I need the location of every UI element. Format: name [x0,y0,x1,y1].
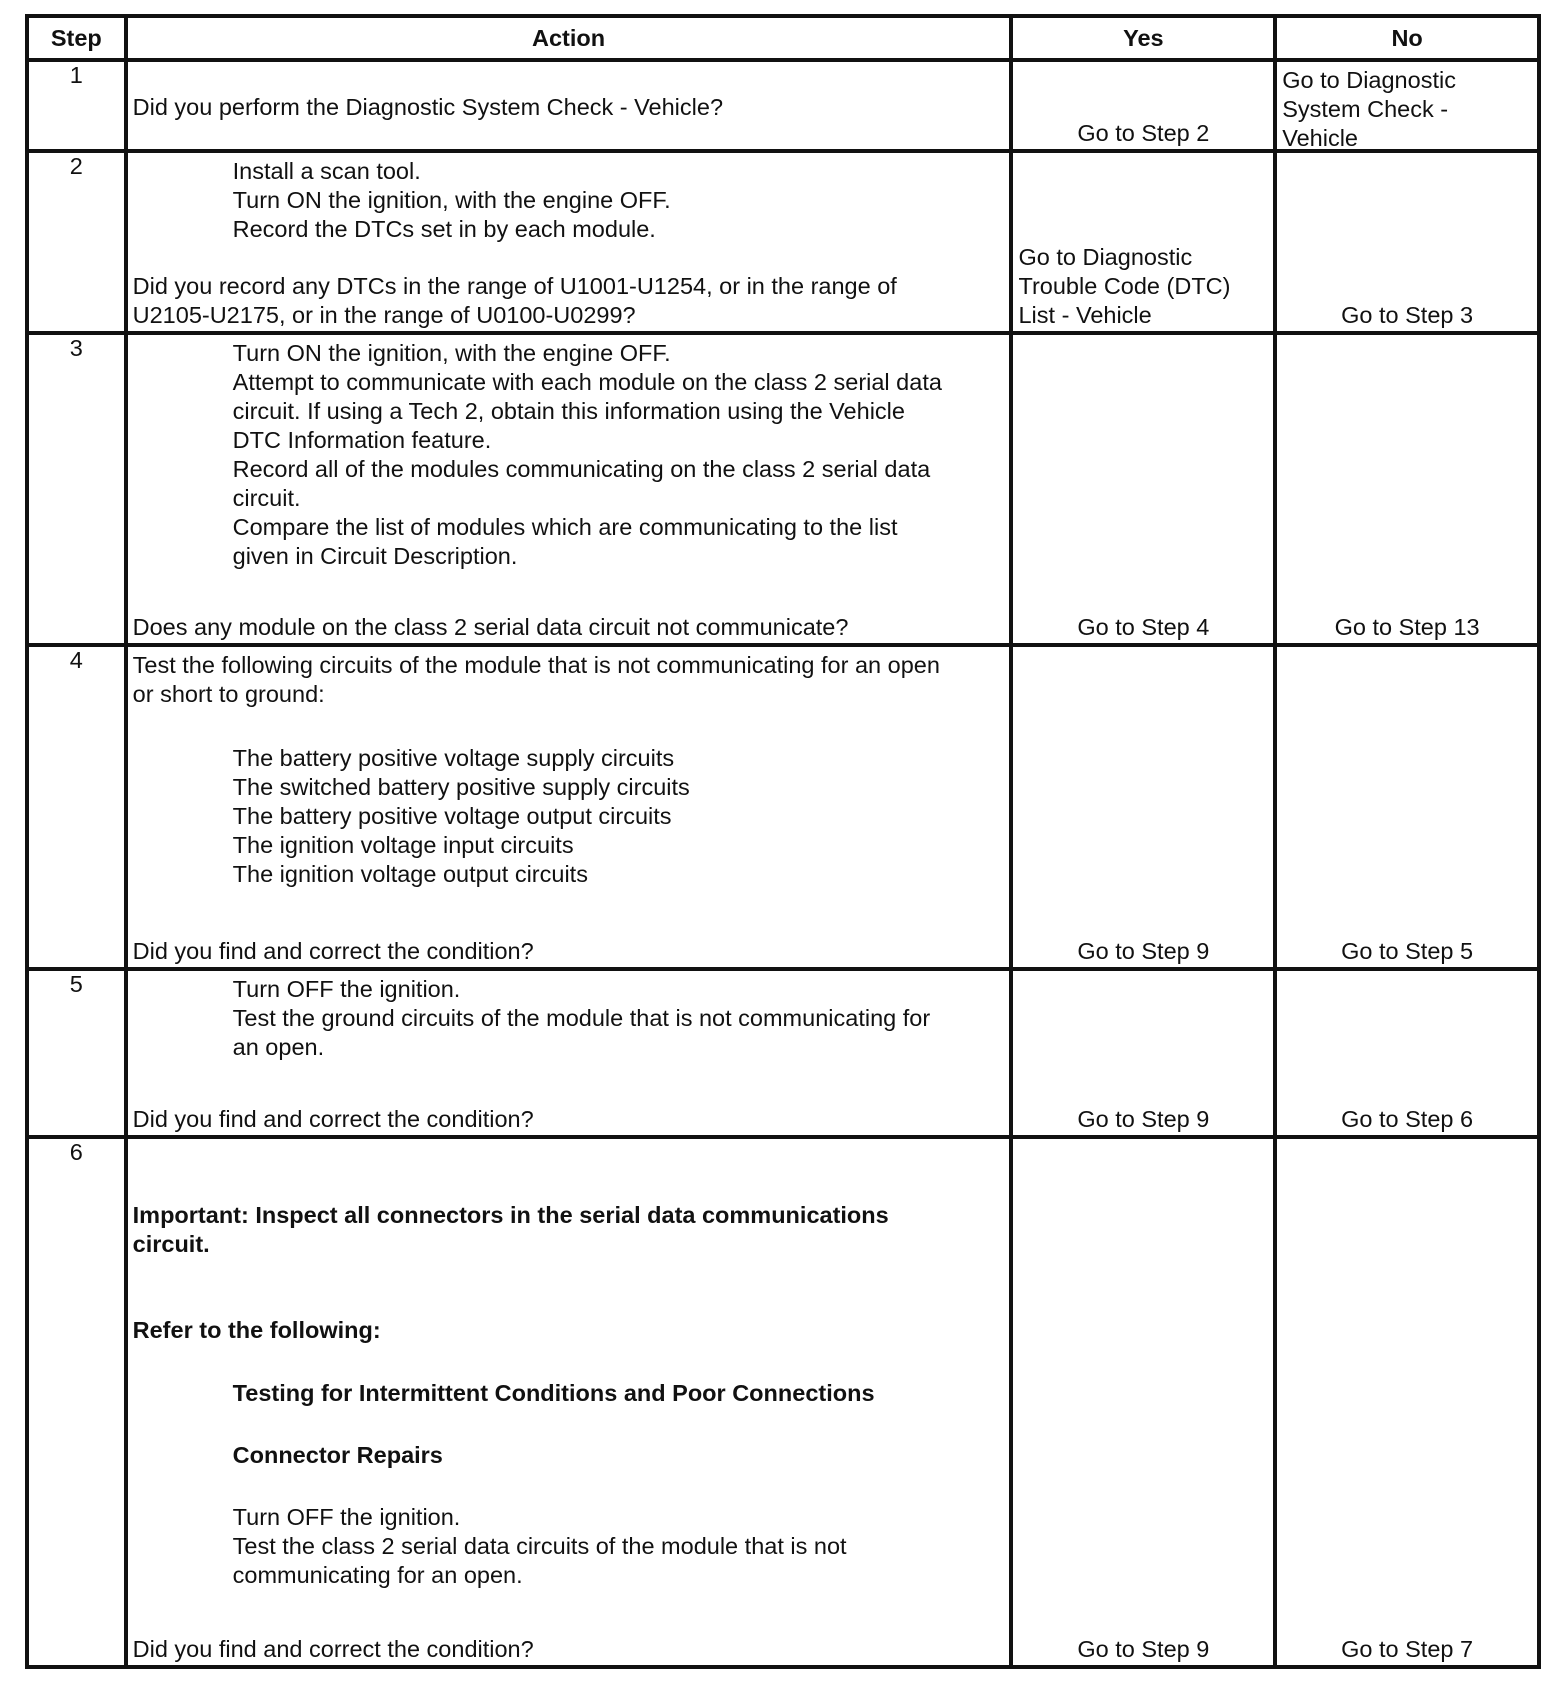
instruction-line: DTC Information feature. [232,427,492,453]
intro-line: or short to ground: [132,681,325,707]
instruction-line: Turn OFF the ignition. [232,1504,461,1530]
question-text: Did you find and correct the condition? [132,938,534,964]
yes-text-line: Go to Diagnostic [1018,244,1193,270]
question-line: Did you record any DTCs in the range of U1001-U1254, or in the range of [132,273,897,299]
no-cell [1275,969,1539,1137]
no-cell [1275,151,1539,333]
no-text-line: Vehicle [1282,125,1358,151]
step-number: 2 [27,151,126,333]
reference-link: Connector Repairs [232,1442,443,1468]
no-cell [1275,1137,1539,1667]
instruction-line: an open. [232,1034,325,1060]
table-row [27,151,1539,333]
header-action: Action [126,16,1012,60]
step-number: 6 [27,1137,126,1667]
reference-link: Testing for Intermittent Conditions and Poor Connections [232,1380,875,1406]
action-cell [126,333,1012,645]
important-note-line: circuit. [132,1231,210,1257]
no-text: Go to Step 13 [1334,614,1480,640]
instruction-line: The battery positive voltage supply circuits [232,745,675,771]
diagnostic-table [25,14,1541,1669]
instruction-line: Install a scan tool. [232,158,421,184]
question-text: Did you find and correct the condition? [132,1106,534,1132]
question-text: Did you find and correct the condition? [132,1636,534,1662]
no-text: Go to Step 7 [1341,1636,1474,1662]
instruction-line: The ignition voltage input circuits [232,832,574,858]
yes-text: Go to Step 9 [1077,1636,1210,1662]
yes-cell [1011,645,1275,969]
step-number: 3 [27,333,126,645]
header-row [27,16,1539,60]
action-cell [126,645,1012,969]
no-text: Go to Step 3 [1341,302,1474,328]
yes-text: Go to Step 4 [1077,614,1210,640]
no-text-line: Go to Diagnostic [1282,67,1456,93]
instruction-line: Compare the list of modules which are communicating to the list [232,514,898,540]
yes-cell [1011,60,1275,151]
instruction-line: Turn ON the ignition, with the engine OFF. [232,340,671,366]
no-text: Go to Step 5 [1341,938,1474,964]
action-cell [126,151,1012,333]
yes-cell [1011,333,1275,645]
instruction-line: communicating for an open. [232,1562,523,1588]
no-text-line: System Check - [1282,96,1449,122]
instruction-line: Test the class 2 serial data circuits of the module that is not [232,1533,847,1559]
question-text: Did you perform the Diagnostic System Check - Vehicle? [132,94,724,120]
table-row [27,333,1539,645]
action-cell [126,60,1012,151]
important-note-line: Important: Inspect all connectors in the serial data communications [132,1202,889,1228]
no-cell [1275,60,1539,151]
no-text: Go to Step 6 [1341,1106,1474,1132]
yes-cell [1011,1137,1275,1667]
step-number: 4 [27,645,126,969]
header-step: Step [27,16,126,60]
question-line: U2105-U2175, or in the range of U0100-U0299? [132,302,636,328]
instruction-line: circuit. If using a Tech 2, obtain this information using the Vehicle [232,398,905,424]
step-number: 5 [27,969,126,1137]
yes-text-line: Trouble Code (DTC) [1018,273,1231,299]
instruction-line: Record the DTCs set in by each module. [232,216,656,242]
refer-heading: Refer to the following: [132,1317,381,1343]
action-cell [126,969,1012,1137]
instruction-line: Turn OFF the ignition. [232,976,461,1002]
instruction-line: Turn ON the ignition, with the engine OFF. [232,187,671,213]
instruction-line: given in Circuit Description. [232,543,518,569]
yes-cell [1011,969,1275,1137]
instruction-line: The ignition voltage output circuits [232,861,588,887]
intro-line: Test the following circuits of the module that is not communicating for an open [132,652,940,678]
no-cell [1275,333,1539,645]
yes-text-line: List - Vehicle [1018,302,1152,328]
instruction-line: The switched battery positive supply circuits [232,774,690,800]
step-number: 1 [27,60,126,151]
table-row [27,969,1539,1137]
header-no: No [1275,16,1539,60]
instruction-line: Record all of the modules communicating on the class 2 serial data [232,456,931,482]
table-row [27,645,1539,969]
yes-text: Go to Step 2 [1077,120,1210,146]
question-text: Does any module on the class 2 serial data circuit not communicate? [132,614,849,640]
instruction-line: Test the ground circuits of the module that is not communicating for [232,1005,931,1031]
yes-text: Go to Step 9 [1077,1106,1210,1132]
instruction-line: circuit. [232,485,301,511]
header-yes: Yes [1011,16,1275,60]
table-row [27,1137,1539,1667]
instruction-line: Attempt to communicate with each module on the class 2 serial data [232,369,942,395]
yes-cell [1011,151,1275,333]
table-row [27,60,1539,151]
instruction-line: The battery positive voltage output circuits [232,803,672,829]
action-cell [126,1137,1012,1667]
yes-text: Go to Step 9 [1077,938,1210,964]
no-cell [1275,645,1539,969]
